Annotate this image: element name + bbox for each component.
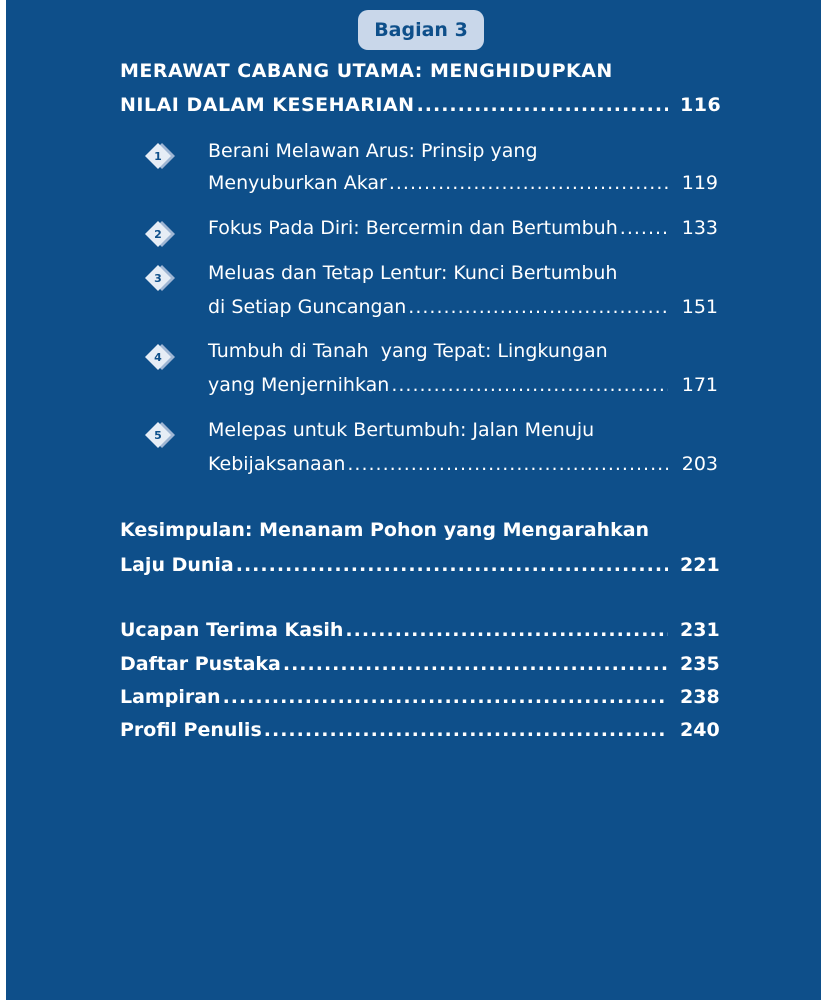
page-number: 119	[681, 172, 718, 194]
chapter-number: 2	[154, 228, 162, 241]
chapter-number: 4	[154, 351, 162, 364]
chapter-number-diamond-icon	[144, 141, 192, 171]
chapter-entry-3-cont[interactable]	[208, 296, 718, 330]
chapter-entry-2[interactable]	[208, 217, 718, 251]
leader-dots	[620, 217, 668, 239]
backmatter-title: Lampiran	[120, 686, 221, 708]
chapter-title: Kebijaksanaan	[208, 453, 346, 475]
chapter-entry-4-cont[interactable]	[208, 374, 718, 408]
backmatter-entry-acknowledgements[interactable]	[120, 619, 718, 653]
chapter-title: di Setiap Guncangan	[208, 296, 407, 318]
leader-dots	[236, 554, 668, 576]
chapter-title: Berani Melawan Arus: Prinsip yang	[208, 140, 538, 162]
page-number: 221	[680, 554, 720, 576]
chapter-title: Melepas untuk Bertumbuh: Jalan Menuju	[208, 419, 595, 441]
leader-dots	[223, 686, 668, 708]
conclusion-entry-cont[interactable]	[120, 554, 718, 588]
backmatter-entry-bibliography[interactable]	[120, 653, 718, 687]
chapter-entry-5[interactable]	[208, 419, 718, 453]
page-number: 116	[680, 94, 722, 116]
leader-dots	[264, 719, 668, 741]
leader-dots	[283, 653, 668, 675]
page-number: 133	[681, 217, 718, 239]
conclusion-entry[interactable]	[120, 519, 718, 553]
chapter-number: 5	[154, 429, 162, 442]
part-badge: Bagian 3	[358, 10, 484, 50]
toc-page	[6, 0, 821, 1000]
backmatter-entry-author-profile[interactable]	[120, 719, 718, 753]
backmatter-title: Daftar Pustaka	[120, 653, 281, 675]
leader-dots	[345, 619, 668, 641]
chapter-number-diamond-icon	[144, 263, 192, 293]
chapter-number-diamond-icon	[144, 219, 192, 249]
page-number: 240	[680, 719, 720, 741]
backmatter-title: Profil Penulis	[120, 719, 262, 741]
chapter-entry-4[interactable]	[208, 340, 718, 374]
page-number: 238	[680, 686, 720, 708]
page-number: 151	[681, 296, 718, 318]
chapter-number: 1	[154, 150, 162, 163]
leader-dots	[347, 453, 668, 475]
chapter-entry-1[interactable]	[208, 140, 718, 174]
section-title-text: NILAI DALAM KESEHARIAN	[120, 94, 415, 116]
conclusion-title: Laju Dunia	[120, 554, 234, 576]
page-number: 231	[680, 619, 720, 641]
page-number: 235	[680, 653, 720, 675]
section-title-entry[interactable]	[120, 94, 722, 128]
section-title-text: MERAWAT CABANG UTAMA: MENGHIDUPKAN	[120, 60, 613, 82]
leader-dots	[417, 94, 668, 116]
chapter-number-diamond-icon	[144, 342, 192, 372]
chapter-title: Meluas dan Tetap Lentur: Kunci Bertumbuh	[208, 262, 618, 284]
section-title-line1[interactable]	[120, 60, 718, 94]
chapter-number-diamond-icon	[144, 420, 192, 450]
leader-dots	[389, 172, 668, 194]
page-number: 203	[681, 453, 718, 475]
leader-dots	[391, 374, 668, 396]
chapter-title: Tumbuh di Tanah yang Tepat: Lingkungan	[208, 340, 608, 362]
chapter-title: yang Menjernihkan	[208, 374, 390, 396]
chapter-title: Menyuburkan Akar	[208, 172, 387, 194]
backmatter-entry-appendix[interactable]	[120, 686, 718, 720]
conclusion-title: Kesimpulan: Menanam Pohon yang Mengarahkan	[120, 519, 650, 541]
chapter-entry-1-cont[interactable]	[208, 172, 718, 206]
chapter-title: Fokus Pada Diri: Bercermin dan Bertumbuh	[208, 217, 618, 239]
leader-dots	[408, 296, 668, 318]
chapter-entry-3[interactable]	[208, 262, 718, 296]
chapter-number: 3	[154, 272, 162, 285]
backmatter-title: Ucapan Terima Kasih	[120, 619, 344, 641]
page-number: 171	[681, 374, 718, 396]
chapter-entry-5-cont[interactable]	[208, 453, 718, 487]
